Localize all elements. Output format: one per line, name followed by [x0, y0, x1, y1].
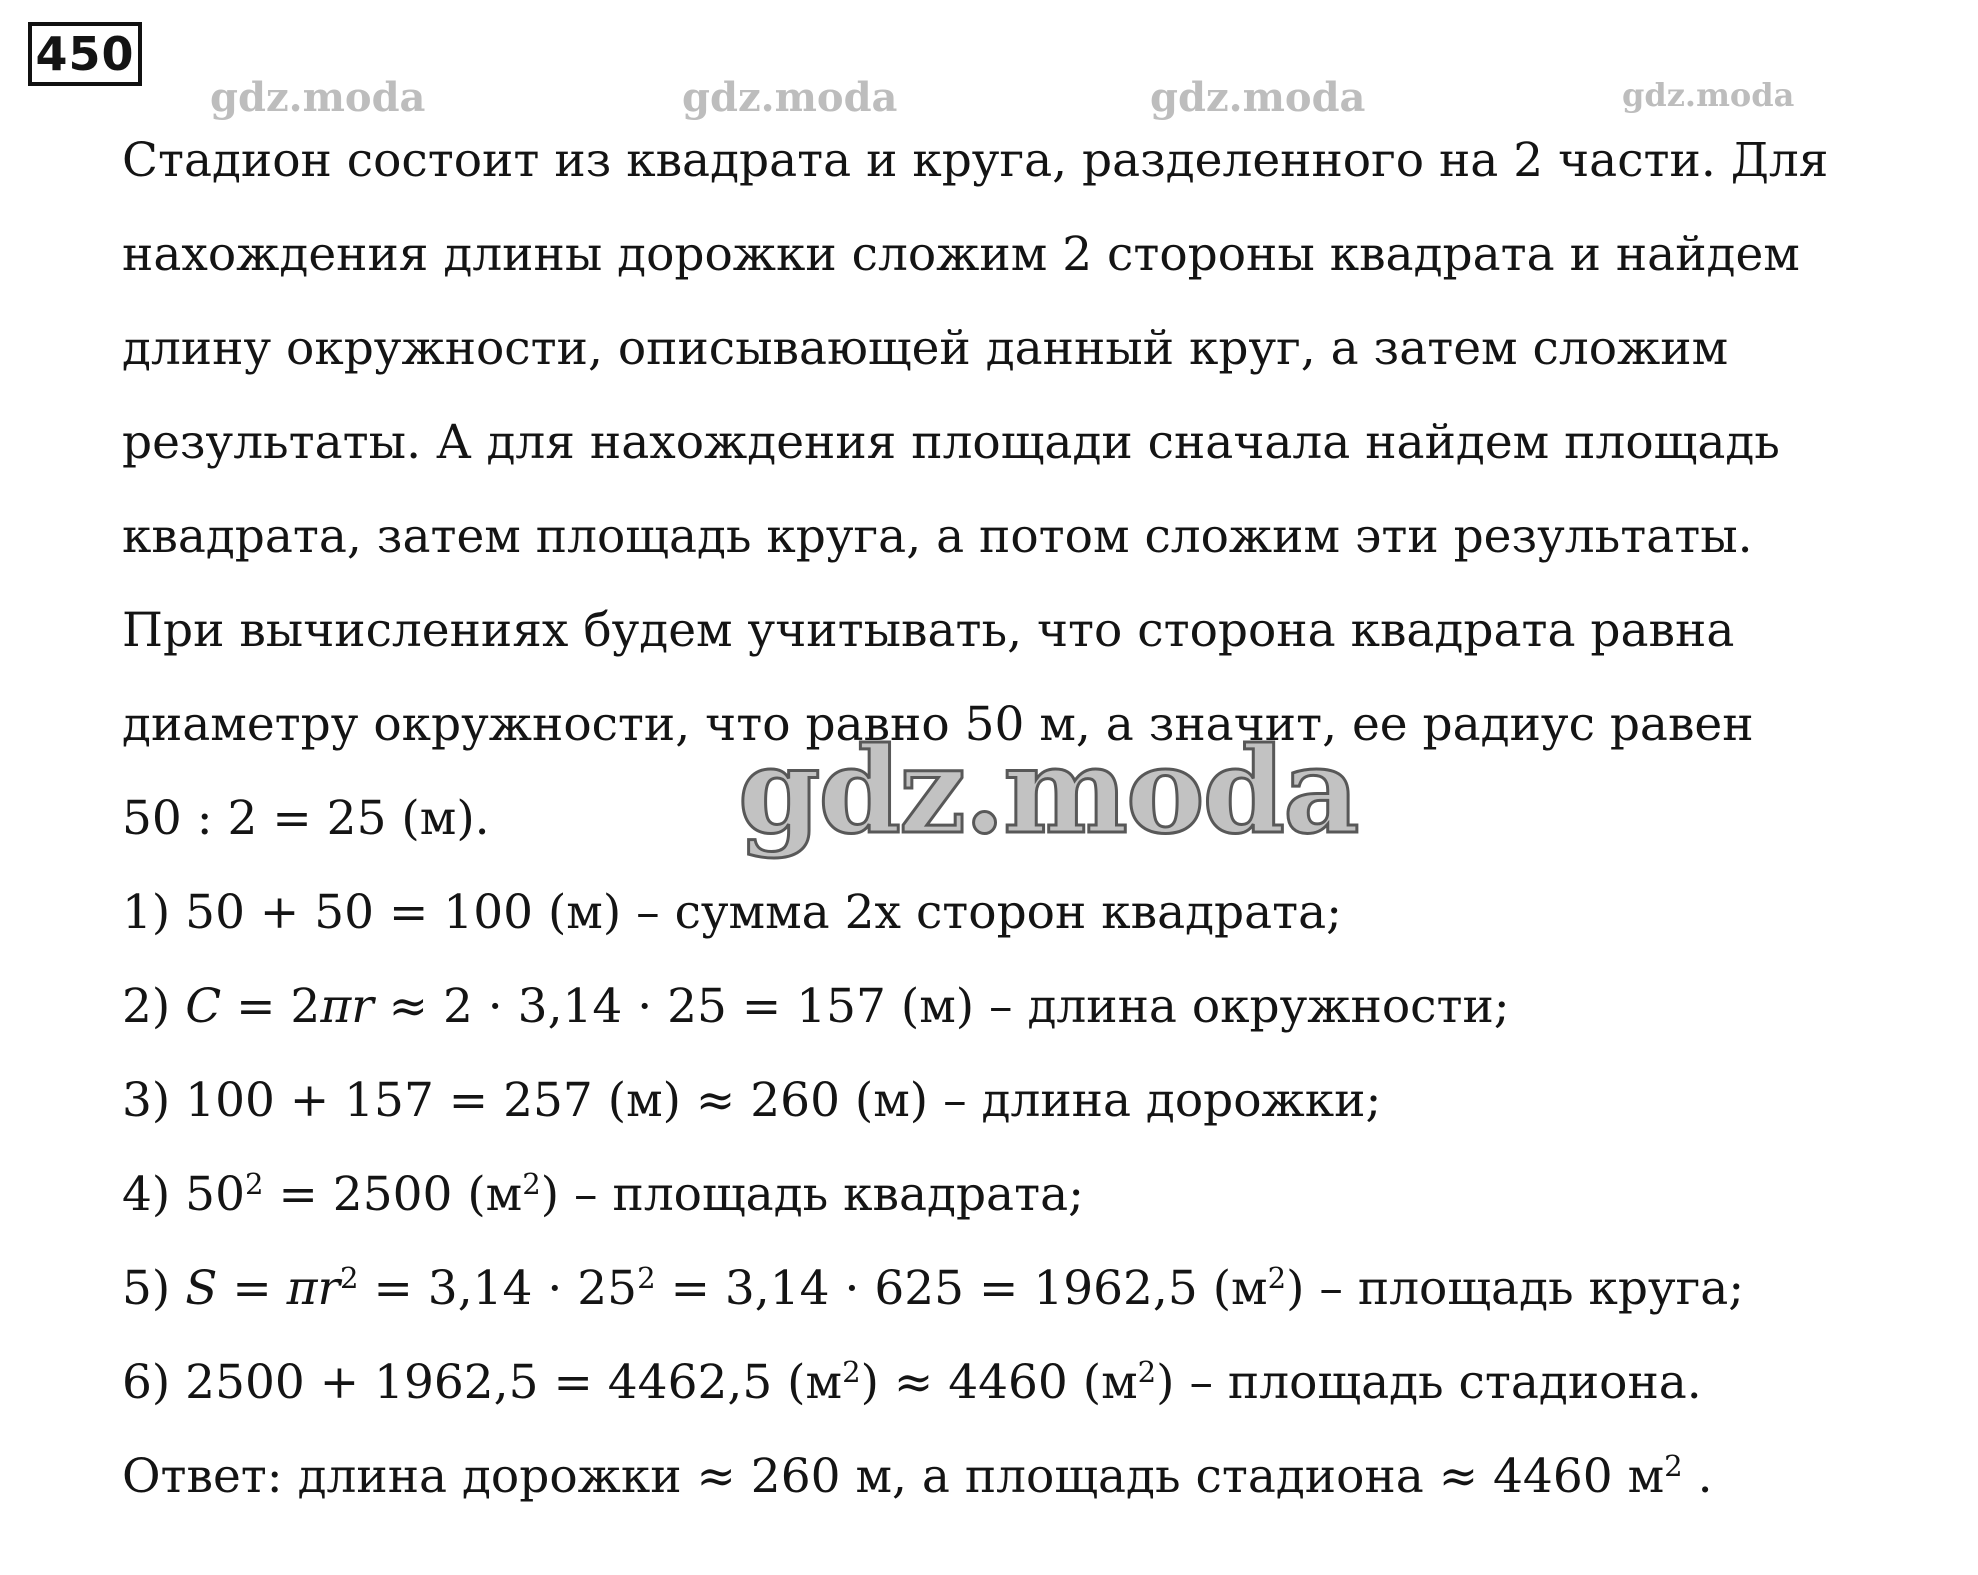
text-line: нахождения длины дорожки сложим 2 стороны квадрата и найдем — [122, 227, 1800, 282]
math-text: ) – площадь квадрата; — [540, 1167, 1084, 1222]
superscript: 2 — [1137, 1354, 1157, 1389]
watermark: gdz.moda — [682, 74, 898, 121]
math-text: ≈ 2 · 3,14 · 25 = 157 (м) – длина окружности; — [373, 979, 1510, 1034]
text-line: При вычислениях будем учитывать, что сторона квадрата равна — [122, 603, 1735, 658]
superscript: 2 — [522, 1166, 541, 1201]
superscript: 2 — [1664, 1448, 1683, 1483]
superscript: 2 — [340, 1260, 359, 1295]
watermark: gdz.moda — [210, 74, 426, 121]
problem-number: 450 — [28, 22, 142, 86]
text-line: диаметру окружности, что равно 50 м, а значит, ее радиус равен — [122, 697, 1754, 752]
step-1: 1) 50 + 50 = 100 (м) – сумма 2х сторон квадрата; — [122, 885, 1343, 940]
step-number: 2) — [122, 979, 186, 1034]
math-text: = 3,14 · 625 = 1962,5 (м — [655, 1261, 1268, 1316]
step-3: 3) 100 + 157 = 257 (м) ≈ 260 (м) – длина дорожки; — [122, 1073, 1382, 1128]
step-4 — [122, 1148, 1962, 1242]
math-text: = 2500 (м — [263, 1167, 523, 1222]
math-symbol: C — [185, 979, 222, 1034]
superscript: 2 — [1267, 1260, 1287, 1295]
math-text: ) ≈ 4460 (м — [860, 1355, 1138, 1410]
step-6 — [122, 1336, 1962, 1430]
text-line: квадрата, затем площадь круга, а потом сложим эти результаты. — [122, 509, 1753, 564]
answer-text: Ответ: длина дорожки ≈ 260 м, а площадь стадиона ≈ 4460 м — [122, 1449, 1665, 1504]
math-symbol: πr — [320, 979, 374, 1034]
math-text: ) – площадь круга; — [1286, 1261, 1745, 1316]
watermark-large: gdz.moda — [738, 721, 1358, 860]
math-text: = 2 — [221, 979, 321, 1034]
math-symbol: πr — [286, 1261, 341, 1316]
answer-text: . — [1682, 1449, 1713, 1504]
math-text: ) – площадь стадиона. — [1156, 1355, 1702, 1410]
step-5 — [122, 1242, 1962, 1336]
step-number: 5) — [122, 1261, 186, 1316]
watermark: gdz.moda — [1150, 74, 1366, 121]
math-text: 4) 50 — [122, 1167, 245, 1222]
math-text: = 3,14 · 25 — [358, 1261, 638, 1316]
step-2 — [122, 960, 1962, 1054]
text-line: 50 : 2 = 25 (м). — [122, 791, 490, 846]
math-text: 6) 2500 + 1962,5 = 4462,5 (м — [122, 1355, 843, 1410]
superscript: 2 — [842, 1354, 861, 1389]
math-symbol: S — [185, 1261, 218, 1316]
superscript: 2 — [245, 1166, 264, 1201]
text-line: результаты. А для нахождения площади сначала найдем площадь — [122, 415, 1780, 470]
math-text: = — [217, 1261, 287, 1316]
superscript: 2 — [637, 1260, 656, 1295]
text-line: Стадион состоит из квадрата и круга, разделенного на 2 части. Для — [122, 133, 1829, 188]
answer-line — [122, 1430, 1962, 1524]
text-line: длину окружности, описывающей данный круг, а затем сложим — [122, 321, 1729, 376]
watermark: gdz.moda — [1622, 76, 1795, 114]
